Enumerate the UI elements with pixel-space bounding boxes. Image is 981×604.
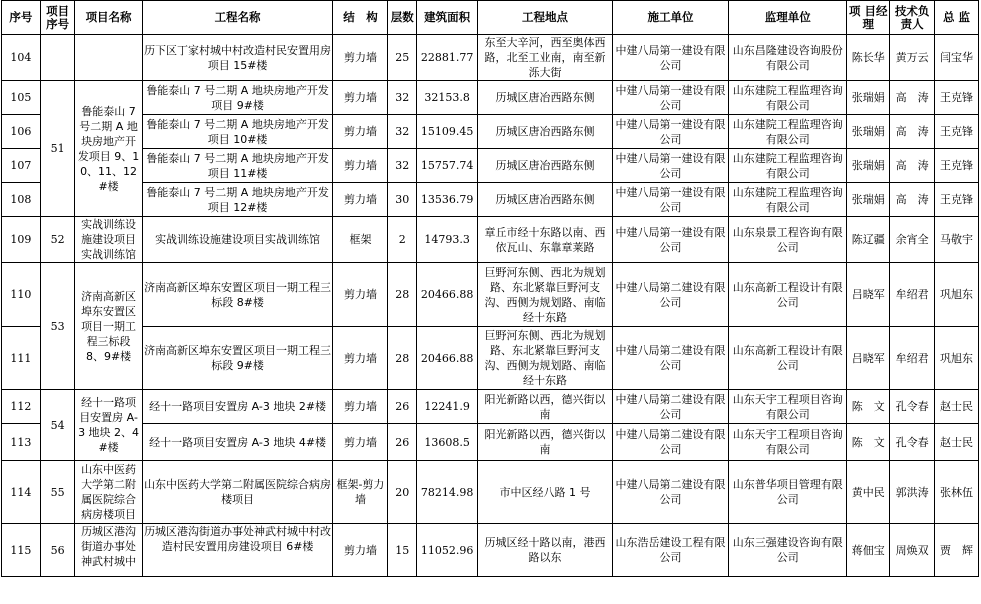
cell-supervisor: 山东建院工程监理咨询有限公司: [729, 149, 847, 183]
cell-location: 章丘市经十东路以南、西依瓦山、东靠章莱路: [478, 217, 613, 263]
cell-seq: 106: [2, 115, 41, 149]
cell-chief: 王克锋: [935, 115, 979, 149]
cell-work-name: 历城区港沟街道办事处神武村城中村改造村民安置用房建设项目 6#楼: [142, 524, 333, 577]
cell-location: 历城区唐冶西路东侧: [478, 149, 613, 183]
cell-manager: 张瑞娟: [847, 183, 890, 217]
cell-chief: 马敬宇: [935, 217, 979, 263]
table-row: [2, 115, 979, 149]
cell-tech-lead: 黄万云: [890, 35, 935, 81]
header-contractor: 施工单位: [612, 1, 728, 35]
cell-floors: 32: [388, 149, 417, 183]
project-table: [1, 0, 979, 577]
cell-supervisor: 山东天宇工程项目咨询有限公司: [729, 390, 847, 424]
cell-area: 15757.74: [417, 149, 478, 183]
cell-tech-lead: 高 涛: [890, 115, 935, 149]
cell-location: 巨野河东侧、西北为规划路、东北紧靠巨野河支沟、西侧为规划路、南临经十东路: [478, 327, 613, 390]
cell-chief: 贾 辉: [935, 524, 979, 577]
cell-structure: 剪力墙: [333, 149, 388, 183]
cell-tech-lead: 高 涛: [890, 149, 935, 183]
header-row: [2, 1, 979, 35]
cell-location: 市中区经八路 1 号: [478, 461, 613, 524]
cell-work-name: 历下区丁家村城中村改造村民安置用房项目 15#楼: [142, 35, 333, 81]
cell-floors: 15: [388, 524, 417, 577]
table-row: [2, 327, 979, 390]
cell-work-name: 鲁能泰山 7 号二期 A 地块房地产开发项目 9#楼: [142, 81, 333, 115]
cell-manager: 黄中民: [847, 461, 890, 524]
cell-manager: 陈长华: [847, 35, 890, 81]
cell-manager: 张瑞娟: [847, 115, 890, 149]
cell-supervisor: 山东三强建设咨询有限公司: [729, 524, 847, 577]
cell-project-seq: 51: [40, 81, 75, 217]
cell-tech-lead: 牟绍君: [890, 327, 935, 390]
cell-work-name: 经十一路项目安置房 A-3 地块 2#楼: [142, 390, 333, 424]
cell-supervisor: 山东普华项目管理有限公司: [729, 461, 847, 524]
cell-project-seq: 56: [40, 524, 75, 577]
header-seq: 序号: [2, 1, 41, 35]
cell-manager: 吕晓军: [847, 327, 890, 390]
cell-structure: 剪力墙: [333, 327, 388, 390]
cell-floors: 20: [388, 461, 417, 524]
cell-work-name: 经十一路项目安置房 A-3 地块 4#楼: [142, 424, 333, 461]
cell-contractor: 中建八局第二建设有限公司: [612, 461, 728, 524]
cell-contractor: 中建八局第二建设有限公司: [612, 263, 728, 327]
cell-floors: 30: [388, 183, 417, 217]
cell-structure: 剪力墙: [333, 390, 388, 424]
cell-work-name: 山东中医药大学第二附属医院综合病房楼项目: [142, 461, 333, 524]
cell-area: 14793.3: [417, 217, 478, 263]
cell-chief: 王克锋: [935, 149, 979, 183]
cell-location: 历城区唐冶西路东侧: [478, 81, 613, 115]
header-supervisor: 监理单位: [729, 1, 847, 35]
cell-tech-lead: 高 涛: [890, 183, 935, 217]
cell-project-name: 济南高新区埠东安置区项目一期工程三标段 8、9#楼: [75, 263, 142, 390]
cell-floors: 2: [388, 217, 417, 263]
table-row: [2, 390, 979, 424]
cell-floors: 32: [388, 81, 417, 115]
cell-seq: 108: [2, 183, 41, 217]
cell-floors: 28: [388, 327, 417, 390]
cell-structure: 剪力墙: [333, 263, 388, 327]
table-row: [2, 81, 979, 115]
cell-chief: 王克锋: [935, 183, 979, 217]
cell-manager: 陈 文: [847, 424, 890, 461]
cell-structure: 剪力墙: [333, 424, 388, 461]
cell-chief: 闫宝华: [935, 35, 979, 81]
cell-floors: 28: [388, 263, 417, 327]
cell-contractor: 中建八局第一建设有限公司: [612, 149, 728, 183]
cell-structure: 剪力墙: [333, 81, 388, 115]
cell-work-name: 实战训练设施建设项目实战训练馆: [142, 217, 333, 263]
table-row: [2, 217, 979, 263]
cell-location: 历城区经十路以南，港西路以东: [478, 524, 613, 577]
table-row: [2, 35, 979, 81]
cell-project-name: 实战训练设施建设项目实战训练馆: [75, 217, 142, 263]
table-row: [2, 183, 979, 217]
cell-seq: 110: [2, 263, 41, 327]
cell-seq: 105: [2, 81, 41, 115]
cell-project-name: 鲁能泰山 7 号二期 A 地块房地产开发项目 9、10、11、12#楼: [75, 81, 142, 217]
cell-contractor: 中建八局第二建设有限公司: [612, 390, 728, 424]
cell-tech-lead: 余宵全: [890, 217, 935, 263]
cell-supervisor: 山东高新工程设计有限公司: [729, 263, 847, 327]
cell-location: 阳光新路以西，德兴街以南: [478, 390, 613, 424]
cell-supervisor: 山东建院工程监理咨询有限公司: [729, 115, 847, 149]
cell-supervisor: 山东昌隆建设咨询股份有限公司: [729, 35, 847, 81]
header-manager: 项 目经 理: [847, 1, 890, 35]
cell-location: 历城区唐冶西路东侧: [478, 183, 613, 217]
cell-manager: 张瑞娟: [847, 149, 890, 183]
cell-seq: 104: [2, 35, 41, 81]
cell-area: 78214.98: [417, 461, 478, 524]
header-location: 工程地点: [478, 1, 613, 35]
cell-floors: 32: [388, 115, 417, 149]
cell-manager: 蒋佃宝: [847, 524, 890, 577]
cell-chief: 巩旭东: [935, 327, 979, 390]
cell-seq: 113: [2, 424, 41, 461]
cell-project-name: 山东中医药大学第二附属医院综合病房楼项目: [75, 461, 142, 524]
cell-area: 32153.8: [417, 81, 478, 115]
cell-area: 20466.88: [417, 263, 478, 327]
cell-seq: 114: [2, 461, 41, 524]
cell-seq: 112: [2, 390, 41, 424]
cell-contractor: 中建八局第二建设有限公司: [612, 327, 728, 390]
cell-work-name: 鲁能泰山 7 号二期 A 地块房地产开发项目 11#楼: [142, 149, 333, 183]
cell-floors: 26: [388, 390, 417, 424]
cell-contractor: 中建八局第一建设有限公司: [612, 115, 728, 149]
cell-manager: 陈辽疆: [847, 217, 890, 263]
header-tech-lead: 技术负责人: [890, 1, 935, 35]
table-row: [2, 461, 979, 524]
cell-floors: 26: [388, 424, 417, 461]
cell-supervisor: 山东建院工程监理咨询有限公司: [729, 183, 847, 217]
cell-area: 13536.79: [417, 183, 478, 217]
header-work-name: 工程名称: [142, 1, 333, 35]
cell-location: 历城区唐冶西路东侧: [478, 115, 613, 149]
cell-seq: 109: [2, 217, 41, 263]
cell-tech-lead: 牟绍君: [890, 263, 935, 327]
table-row: [2, 263, 979, 327]
cell-project-seq: 52: [40, 217, 75, 263]
cell-structure: 剪力墙: [333, 35, 388, 81]
table-row: [2, 424, 979, 461]
cell-work-name: 济南高新区埠东安置区项目一期工程三标段 8#楼: [142, 263, 333, 327]
cell-work-name: 鲁能泰山 7 号二期 A 地块房地产开发项目 12#楼: [142, 183, 333, 217]
cell-manager: 吕晓军: [847, 263, 890, 327]
cell-chief: 张林伍: [935, 461, 979, 524]
cell-supervisor: 山东泉景工程咨询有限公司: [729, 217, 847, 263]
cell-chief: 王克锋: [935, 81, 979, 115]
cell-location: 东至大辛河，西至奥体西路，北至工业南，南至新泺大街: [478, 35, 613, 81]
cell-project-name: [75, 35, 142, 81]
cell-location: 巨野河东侧、西北为规划路、东北紧靠巨野河支沟、西侧为规划路、南临经十东路: [478, 263, 613, 327]
cell-supervisor: 山东高新工程设计有限公司: [729, 327, 847, 390]
cell-chief: 赵士民: [935, 424, 979, 461]
cell-contractor: 中建八局第一建设有限公司: [612, 35, 728, 81]
header-area: 建筑面积: [417, 1, 478, 35]
cell-tech-lead: 高 涛: [890, 81, 935, 115]
header-project-name: 项目名称: [75, 1, 142, 35]
cell-structure: 剪力墙: [333, 183, 388, 217]
cell-contractor: 山东浩岳建设工程有限公司: [612, 524, 728, 577]
cell-project-name: 历城区港沟街道办事处神武村城中: [75, 524, 142, 577]
cell-supervisor: 山东建院工程监理咨询有限公司: [729, 81, 847, 115]
cell-area: 22881.77: [417, 35, 478, 81]
cell-project-seq: 53: [40, 263, 75, 390]
cell-contractor: 中建八局第二建设有限公司: [612, 424, 728, 461]
cell-supervisor: 山东天宇工程项目咨询有限公司: [729, 424, 847, 461]
header-floors: 层数: [388, 1, 417, 35]
cell-area: 15109.45: [417, 115, 478, 149]
cell-area: 13608.5: [417, 424, 478, 461]
cell-structure: 框架: [333, 217, 388, 263]
cell-seq: 115: [2, 524, 41, 577]
header-chief: 总 监: [935, 1, 979, 35]
cell-structure: 剪力墙: [333, 115, 388, 149]
cell-tech-lead: 孔令春: [890, 390, 935, 424]
cell-project-seq: [40, 35, 75, 81]
table-row: [2, 149, 979, 183]
cell-seq: 111: [2, 327, 41, 390]
cell-project-seq: 54: [40, 390, 75, 461]
cell-area: 12241.9: [417, 390, 478, 424]
header-structure: 结 构: [333, 1, 388, 35]
cell-manager: 陈 文: [847, 390, 890, 424]
cell-contractor: 中建八局第一建设有限公司: [612, 217, 728, 263]
cell-tech-lead: 孔令春: [890, 424, 935, 461]
cell-manager: 张瑞娟: [847, 81, 890, 115]
cell-project-name: 经十一路项目安置房 A-3 地块 2、4#楼: [75, 390, 142, 461]
table-row: [2, 524, 979, 577]
header-project-seq: 项目序号: [40, 1, 75, 35]
cell-tech-lead: 郭洪涛: [890, 461, 935, 524]
cell-area: 11052.96: [417, 524, 478, 577]
cell-chief: 巩旭东: [935, 263, 979, 327]
cell-structure: 剪力墙: [333, 524, 388, 577]
cell-seq: 107: [2, 149, 41, 183]
cell-contractor: 中建八局第一建设有限公司: [612, 183, 728, 217]
cell-contractor: 中建八局第一建设有限公司: [612, 81, 728, 115]
cell-project-seq: 55: [40, 461, 75, 524]
cell-work-name: 济南高新区埠东安置区项目一期工程三标段 9#楼: [142, 327, 333, 390]
cell-structure: 框架-剪力墙: [333, 461, 388, 524]
cell-chief: 赵士民: [935, 390, 979, 424]
cell-tech-lead: 周焕双: [890, 524, 935, 577]
cell-work-name: 鲁能泰山 7 号二期 A 地块房地产开发项目 10#楼: [142, 115, 333, 149]
cell-floors: 25: [388, 35, 417, 81]
cell-area: 20466.88: [417, 327, 478, 390]
cell-location: 阳光新路以西，德兴街以南: [478, 424, 613, 461]
